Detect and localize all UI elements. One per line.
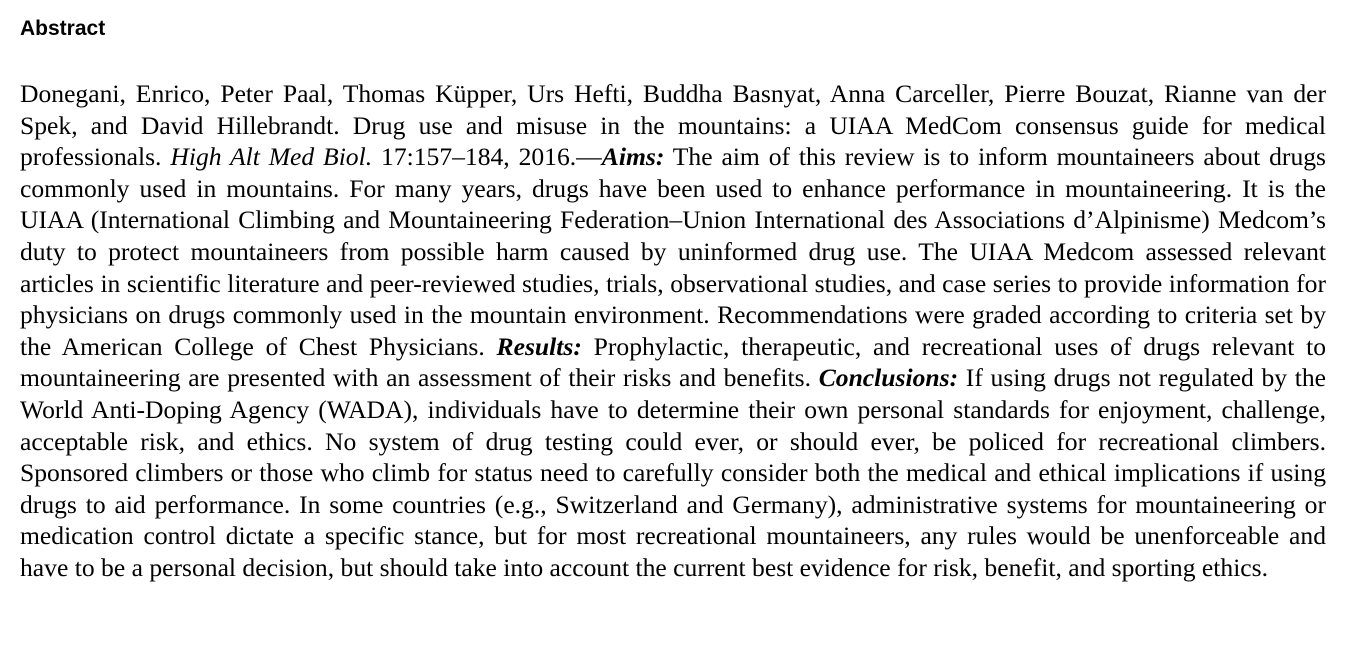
aims-text: The aim of this review is to inform mountaineers about drugs commonly used in mountains. For many years, drugs have been used to enhance performance in mountaineering. It is the UIAA (International Climbing and Mountaineering Federation–Union International des Associations d’Alpinisme) Medcom’s duty to protect mountaineers from possible harm caused by uninformed drug use. The UIAA Medcom assessed relevant articles in scientific literature and peer-reviewed studies, trials, observational studies, and case series to provide information for physicians on drugs commonly used in the mountain environment. Recommendations were graded according to criteria set by the American College of Chest Physicians. (20, 142, 1326, 361)
citation-authors: Donegani, Enrico, Peter Paal, Thomas Küpper, Urs Hefti, Buddha Basnyat, Anna Carceller, Pierre Bouzat, Rianne van der Spek, and David Hillebrandt. Drug use and misuse in the mountains: a UIAA MedCom consensus guide for medical professionals. (20, 79, 1326, 172)
results-label: Results: (496, 331, 582, 361)
abstract-heading: Abstract (20, 17, 106, 40)
abstract-paragraph (20, 78, 1326, 584)
citation-details: 17:157–184, 2016.— (381, 142, 602, 172)
conclusions-label: Conclusions: (818, 363, 959, 393)
aims-label: Aims: (601, 142, 665, 172)
results-text: Prophylactic, therapeutic, and recreational uses of drugs relevant to mountaineering are presented with an assessment of their risks and benefits. (20, 331, 1326, 393)
journal-name: High Alt Med Biol. (170, 142, 373, 172)
document-page (20, 16, 1326, 584)
conclusions-text: If using drugs not regulated by the World Anti-Doping Agency (WADA), individuals have to determine their own personal standards for enjoyment, challenge, acceptable risk, and ethics. No system of drug testing could ever, or should ever, be policed for recreational climbers. Sponsored climbers or those who climb for status need to carefully consider both the medical and ethical implications if using drugs to aid performance. In some countries (e.g., Switzerland and Germany), administrative systems for mountaineering or medication control dictate a specific stance, but for most recreational mountaineers, any rules would be unenforceable and have to be a personal decision, but should take into account the current best evidence for risk, benefit, and sporting ethics. (20, 363, 1327, 582)
